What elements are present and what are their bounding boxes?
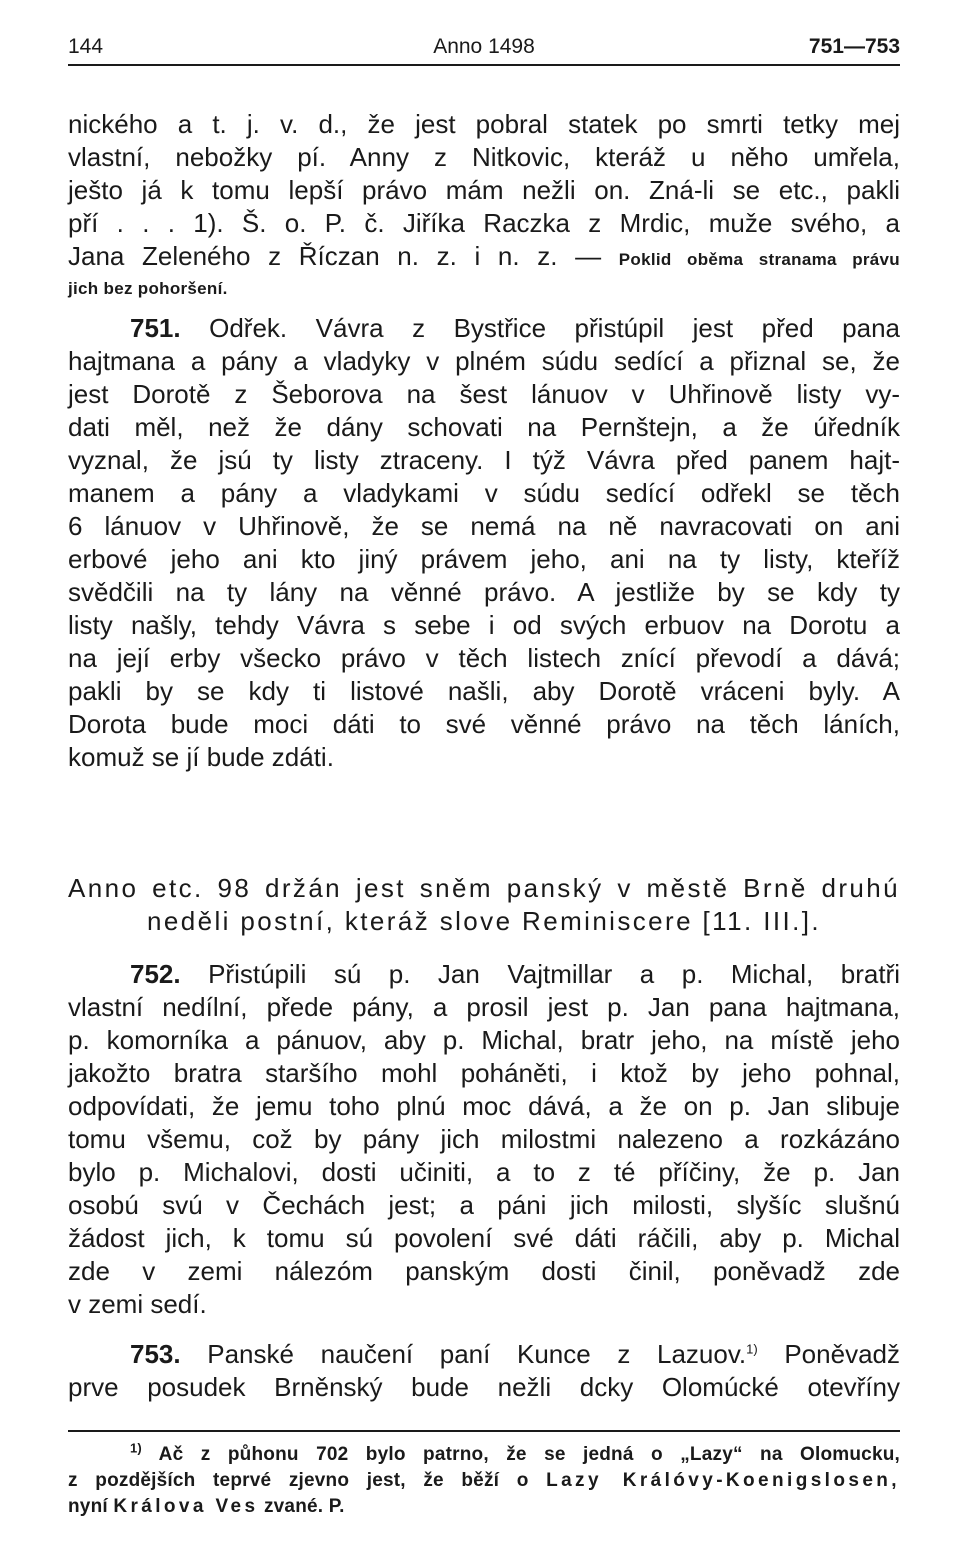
text-line: osobú svú v Čechách jest; a páni jich milosti, slyšíc slušnú — [68, 1190, 900, 1220]
text-line: bylo p. Michalovi, dosti učiniti, a to z té příčiny, že p. Jan — [68, 1157, 900, 1187]
footnote-reference: 1) — [746, 1341, 758, 1357]
text-line: tomu všemu, což by pány jich milostmi nalezeno a rozkázáno — [68, 1124, 900, 1154]
text-line: prve posudek Brněnský bude nežli dcky Olomúcké otevříny — [68, 1372, 900, 1402]
text-line: vlastní, nebožky pí. Anny z Nitkovic, kteráž u něho umřela, — [68, 142, 900, 172]
text-line: dati měl, než že dány schovati na Pernštejn, a že úředník — [68, 412, 900, 442]
text-line: jest Dorotě z Šeborova na šest lánuov v Uhřinově listy vy- — [68, 379, 900, 409]
entry-number: 753. — [130, 1339, 181, 1369]
text-line: Jana Zeleného z Říczan n. z. i n. z. — Poklid oběma stranama právu — [68, 241, 900, 271]
text-line: manem a pány a vladykami v súdu sedící odřekl se těch — [68, 478, 900, 508]
entry-first-line: 752. Přistúpili sú p. Jan Vajtmillar a p. Michal, bratři — [130, 959, 900, 989]
text-line: svědčili na ty lány na věnné právo. A jestliže by se kdy ty — [68, 577, 900, 607]
text-line: zde v zemi nálezóm panským dosti činil, poněvadž zde — [68, 1256, 900, 1286]
running-title: Anno 1498 — [433, 35, 535, 58]
small-print-line: jich bez pohoršení. — [68, 279, 228, 298]
entry-751 — [68, 312, 900, 774]
footnote-line: $^{1)}$ Ač z půhonu 702 bylo patrno, že se jedná o „Lazy“ na Olomucku, — [130, 1440, 901, 1465]
footnote-mark: 1) — [130, 1440, 142, 1456]
heading-line: Anno etc. 98 držán jest sněm panský v městě Brně druhú — [68, 873, 900, 903]
text-line: v zemi sedí. — [68, 1289, 207, 1319]
text-line: pří . . . 1). Š. o. P. č. Jiříka Raczka z Mrdic, muže svého, a — [68, 208, 900, 238]
running-header — [68, 30, 900, 66]
spaced-place-name: Lazy Králóvy-Koenigslosen, — [546, 1470, 900, 1491]
text-line: pakli by se kdy ti listové našli, aby Dorotě vráceni byly. A — [68, 676, 900, 706]
text-line: ješto já k tomu lepší právo mám nežli on. Zná-li se etc., pakli — [68, 175, 900, 205]
text-line: vyznal, že jsú ty listy ztraceny. I týž Vávra před panem hajt- — [68, 445, 900, 475]
small-print-note: Poklid oběma stranama právu — [618, 250, 900, 269]
text-line: žádost jich, k tomu sú povolení své dáti ráčili, aby p. Michal — [68, 1223, 900, 1253]
entry-number: 751. — [130, 313, 181, 343]
section-heading — [68, 872, 900, 938]
entry-752 — [68, 958, 900, 1321]
text-line: jakožto bratra staršího mohl poháněti, i ktož by jeho pohnal, — [68, 1058, 900, 1088]
entry-first-line: 751. Odřek. Vávra z Bystřice přistúpil jest před pana — [130, 313, 900, 343]
entry-range: 751—753 — [808, 35, 900, 58]
footnote-line: nyní Králova Ves zvané. P. — [68, 1496, 345, 1517]
footnote-area — [68, 1430, 900, 1520]
entry-first-line: 753. Panské naučení paní Kunce z Lazuov.$^{1)}$ Poněvadž — [130, 1339, 900, 1369]
heading-line: neděli postní, kteráž slove Reminiscere [11. III.]. — [147, 906, 821, 936]
continued-entry — [68, 108, 900, 302]
document-page — [68, 30, 901, 1517]
text-line: listy našly, tehdy Vávra s sebe i od svých erbuov na Dorotu a — [68, 610, 900, 640]
page-number: 144 — [68, 35, 104, 58]
text-line: vlastní nedílní, přede pány, a prosil jest p. Jan pana hajtmana, — [68, 992, 900, 1022]
text-line: nického a t. j. v. d., že jest pobral statek po smrti tetky mej — [68, 109, 900, 139]
text-line: Dorota bude moci dáti to své věnné právo na těch láních, — [68, 709, 900, 739]
text-line: erbové jeho ani kto jiný právem jeho, ani na ty listy, kteříž — [68, 544, 900, 574]
footnote-line: z pozdějších teprvé zjevno jest, že běží o Lazy Králóvy-Koenigslosen, — [68, 1470, 900, 1491]
text-line: hajtmana a pány a vladyky v plném súdu sedící a přiznal se, že — [68, 346, 900, 376]
entry-number: 752. — [130, 959, 181, 989]
text-line: na její erby všecko právo v těch listech znící převodí a dává; — [68, 643, 900, 673]
entry-753 — [68, 1338, 900, 1404]
text-line: p. komorníka a pánuov, aby p. Michal, bratr jeho, na místě jeho — [68, 1025, 900, 1055]
text-line: 6 lánuov v Uhřinově, že se nemá na ně navracovati on ani — [68, 511, 900, 541]
text-line: odpovídati, že jemu toho plnú moc dává, a že on p. Jan slibuje — [68, 1091, 900, 1121]
text-line: komuž se jí bude zdáti. — [68, 742, 334, 772]
spaced-place-name: Králova Ves — [113, 1496, 259, 1517]
